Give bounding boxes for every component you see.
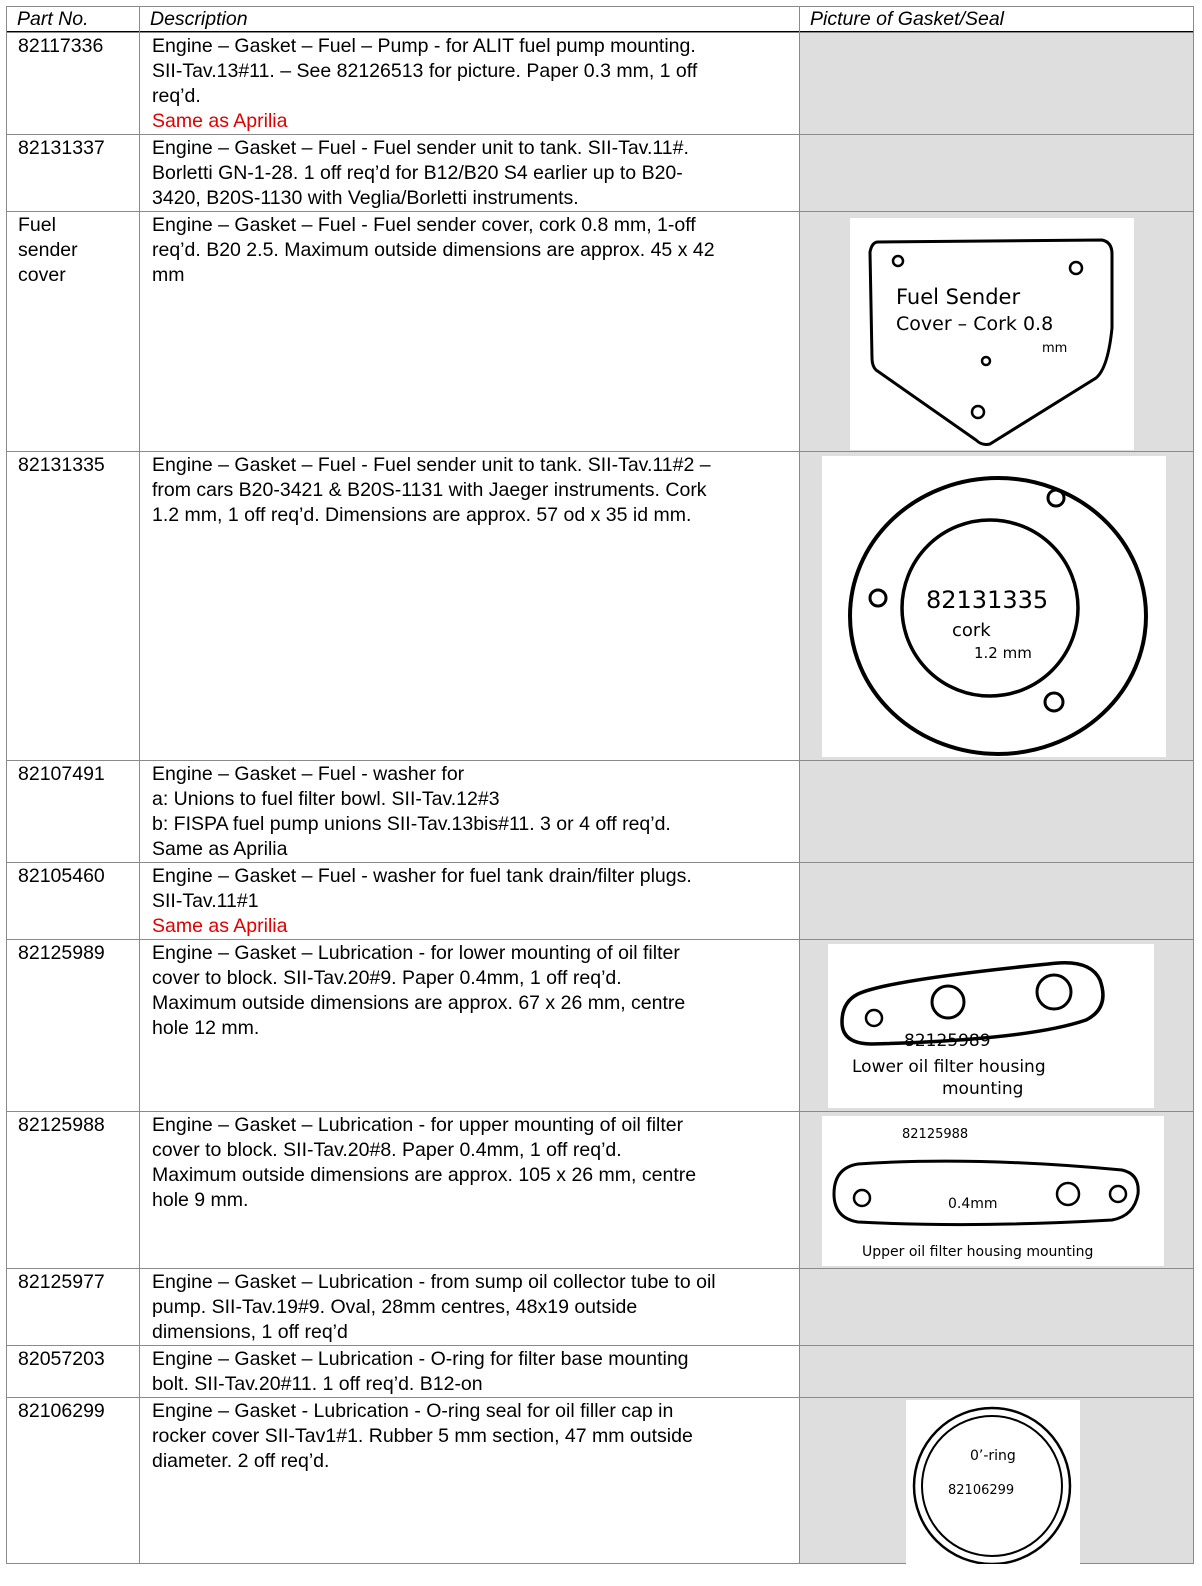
part-number-cell: 82125989 (7, 940, 140, 1112)
table-row (7, 940, 1194, 1112)
description-cell: Engine – Gasket – Fuel - washer for a: Unions to fuel filter bowl. SII-Tav.12#3 b: FISPA fuel pump unions SII-Tav.13bis#11. 3 or 4 off req’d. Same as Aprilia (140, 761, 800, 863)
same-as-aprilia-note: Same as Aprilia (152, 915, 288, 937)
gasket-drawing (850, 218, 1134, 450)
table-row (7, 135, 1194, 212)
fuel-sender-gasket-sketch (822, 456, 1166, 757)
table-row (7, 1269, 1194, 1346)
part-number-cell: 82057203 (7, 1346, 140, 1398)
lower-oil-filter-gasket-sketch (828, 944, 1154, 1108)
description-cell: Engine – Gasket – Lubrication - for upper mounting of oil filter cover to block. SII-Tav.20#8. Paper 0.4mm, 1 off req’d. Maximum outside dimensions are approx. 105 x 26 mm, centre hole 9 mm. (140, 1112, 800, 1269)
sketch-label-1: Fuel Sender (896, 285, 1021, 309)
fuel-sender-cover-sketch (850, 218, 1134, 450)
sketch-label-2: 0.4mm (948, 1196, 998, 1212)
table-row (7, 1112, 1194, 1269)
table-row (7, 33, 1194, 135)
gasket-drawing (906, 1400, 1080, 1564)
table-row (7, 452, 1194, 761)
sketch-label-1: 82131335 (926, 586, 1049, 614)
table-row (7, 761, 1194, 863)
sketch-label-3: 1.2 mm (974, 644, 1032, 662)
description-cell: Engine – Gasket – Fuel - Fuel sender unit to tank. SII-Tav.11#2 – from cars B20-3421 & B20S-1131 with Jaeger instruments. Cork 1.2 mm, 1 off req’d. Dimensions are approx. 57 od x 35 id mm. (140, 452, 800, 761)
header-picture: Picture of Gasket/Seal (800, 7, 1194, 33)
sketch-label-3: mm (1042, 341, 1068, 356)
part-number-cell: 82106299 (7, 1398, 140, 1564)
description-cell: Engine – Gasket – Lubrication - from sump oil collector tube to oil pump. SII-Tav.19#9. Oval, 28mm centres, 48x19 outside dimensions, 1 off req’d (140, 1269, 800, 1346)
picture-cell (800, 212, 1194, 452)
table-row (7, 212, 1194, 452)
gasket-drawing (828, 944, 1154, 1108)
part-number-cell: 82107491 (7, 761, 140, 863)
picture-cell-empty (800, 135, 1194, 212)
description-cell: Engine – Gasket – Lubrication - O-ring for filter base mounting bolt. SII-Tav.20#11. 1 off req’d. B12-on (140, 1346, 800, 1398)
picture-cell (800, 940, 1194, 1112)
table-header-row (7, 7, 1194, 33)
gasket-drawing (822, 1116, 1164, 1266)
sketch-label-3: Upper oil filter housing mounting (862, 1244, 1094, 1260)
sketch-label-2: Lower oil filter housing (852, 1057, 1046, 1077)
same-as-aprilia-note: Same as Aprilia (152, 110, 288, 132)
sketch-label-2: 82106299 (948, 1483, 1015, 1498)
o-ring-seal-sketch (906, 1400, 1080, 1564)
part-number-cell: 82125977 (7, 1269, 140, 1346)
header-description: Description (140, 7, 800, 33)
picture-cell (800, 1112, 1194, 1269)
sketch-label-2: Cover – Cork 0.8 (896, 313, 1054, 335)
picture-cell-empty (800, 33, 1194, 135)
picture-cell (800, 1398, 1194, 1564)
part-number-cell: Fuel sender cover (7, 212, 140, 452)
part-number-cell: 82105460 (7, 863, 140, 940)
description-cell: Engine – Gasket – Fuel - washer for fuel tank drain/filter plugs. SII-Tav.11#1 Same as Aprilia (140, 863, 800, 940)
part-number-cell: 82117336 (7, 33, 140, 135)
picture-cell-empty (800, 1269, 1194, 1346)
description-cell: Engine – Gasket - Lubrication - O-ring seal for oil filler cap in rocker cover SII-Tav1#1. Rubber 5 mm section, 47 mm outside diameter. 2 off req’d. (140, 1398, 800, 1564)
sketch-label-2: cork (952, 620, 991, 641)
picture-cell-empty (800, 761, 1194, 863)
picture-cell-empty (800, 863, 1194, 940)
part-number-cell: 82131337 (7, 135, 140, 212)
sketch-label-1: 82125988 (902, 1127, 969, 1142)
part-number-cell: 82125988 (7, 1112, 140, 1269)
table-row (7, 863, 1194, 940)
gasket-parts-table (6, 6, 1194, 1564)
part-number-cell: 82131335 (7, 452, 140, 761)
picture-cell-empty (800, 1346, 1194, 1398)
description-cell: Engine – Gasket – Fuel - Fuel sender unit to tank. SII-Tav.11#. Borletti GN-1-28. 1 off req’d for B12/B20 S4 earlier up to B20- 3420, B20S-1130 with Veglia/Borletti instruments. (140, 135, 800, 212)
header-part-no: Part No. (7, 7, 140, 33)
sketch-label-1: 82125989 (904, 1031, 991, 1051)
table-row (7, 1398, 1194, 1564)
gasket-drawing (822, 456, 1166, 757)
description-cell: Engine – Gasket – Fuel – Pump - for ALIT fuel pump mounting. SII-Tav.13#11. – See 82126513 for picture. Paper 0.3 mm, 1 off req’d. Same as Aprilia (140, 33, 800, 135)
sketch-label-3: mounting (942, 1079, 1024, 1099)
parts-document (6, 6, 1193, 1564)
upper-oil-filter-gasket-sketch (822, 1116, 1164, 1266)
description-cell: Engine – Gasket – Lubrication - for lower mounting of oil filter cover to block. SII-Tav.20#9. Paper 0.4mm, 1 off req’d. Maximum outside dimensions are approx. 67 x 26 mm, centre hole 12 mm. (140, 940, 800, 1112)
picture-cell (800, 452, 1194, 761)
table-row (7, 1346, 1194, 1398)
sketch-label-1: 0’-ring (970, 1448, 1016, 1464)
description-cell: Engine – Gasket – Fuel - Fuel sender cover, cork 0.8 mm, 1-off req’d. B20 2.5. Maximum outside dimensions are approx. 45 x 42 mm (140, 212, 800, 452)
